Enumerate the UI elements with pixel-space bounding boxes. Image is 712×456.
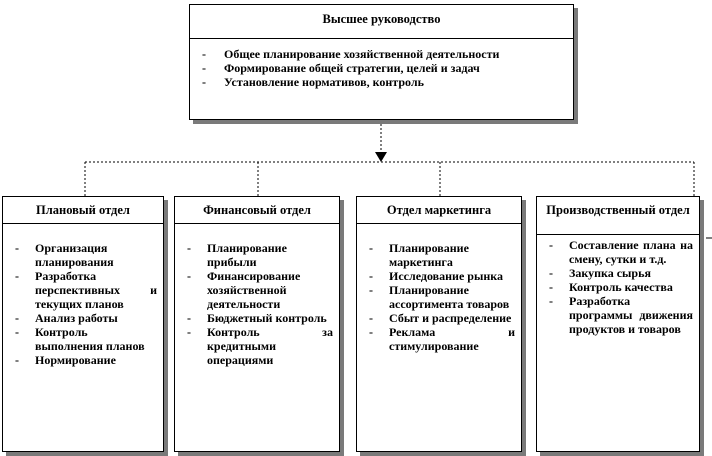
top-management-list — [190, 39, 573, 89]
list-item: - Контроль качества — [537, 280, 699, 294]
list-item: - Анализ работы — [3, 311, 163, 325]
list-item: - Формирование общей стратегии, целей и задач — [190, 61, 573, 75]
department-title: Плановый отдел — [3, 197, 163, 224]
list-item: - Контроль выполнения планов — [3, 325, 163, 353]
department-list — [357, 224, 521, 353]
list-item: - Планирование ассортимента товаров — [357, 283, 521, 311]
list-item: - Организация планирования — [3, 241, 163, 269]
top-management-box — [189, 4, 574, 120]
list-item: - Закупка сырья — [537, 266, 699, 280]
department-production — [536, 196, 700, 452]
top-management-title: Высшее руководство — [190, 5, 573, 39]
list-item: - Финансирование хозяйственной деятельности — [175, 269, 339, 311]
list-item: - Разработка программы движения продуктов и товаров — [537, 294, 699, 336]
department-list — [3, 224, 163, 367]
list-item: - Планирование маркетинга — [357, 241, 521, 269]
list-item: - Нормирование — [3, 353, 163, 367]
department-list — [175, 224, 339, 367]
list-item: - Составление плана на смену, сутки и т.д. — [537, 238, 699, 266]
list-item: - Контроль за кредитными операциями — [175, 325, 339, 367]
department-list — [537, 235, 699, 336]
list-item: - Установление нормативов, контроль — [190, 75, 573, 89]
department-planning — [2, 196, 164, 452]
list-item: - Общее планирование хозяйственной деятельности — [190, 47, 573, 61]
department-title: Производственный отдел — [537, 197, 699, 235]
list-item: - Исследование рынка — [357, 269, 521, 283]
list-item: - Реклама и стимулирование — [357, 325, 521, 353]
department-title: Отдел маркетинга — [357, 197, 521, 224]
connector-arrow-head — [375, 152, 387, 162]
department-finance — [174, 196, 340, 452]
list-item: - Бюджетный контроль — [175, 311, 339, 325]
department-marketing — [356, 196, 522, 452]
department-title: Финансовый отдел — [175, 197, 339, 224]
list-item: - Разработка перспективных и текущих планов — [3, 269, 163, 311]
list-item: - Планирование прибыли — [175, 241, 339, 269]
list-item: - Сбыт и распределение — [357, 311, 521, 325]
